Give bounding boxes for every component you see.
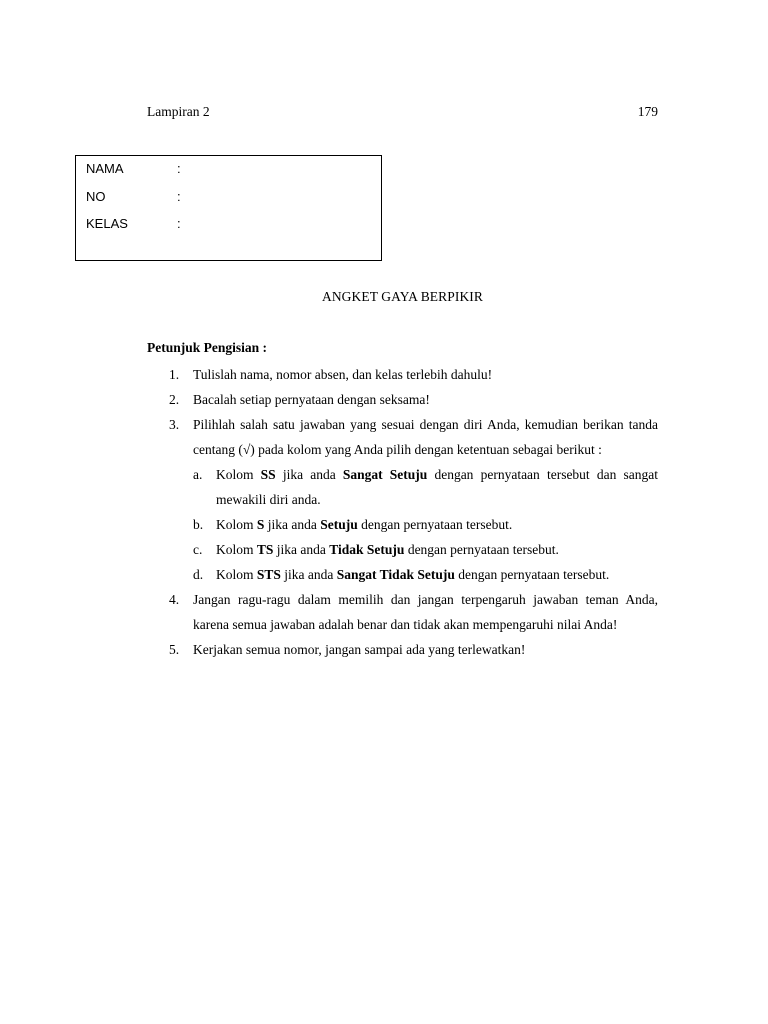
item-text: Bacalah setiap pernyataan dengan seksama!: [193, 392, 430, 407]
answer-code: SS: [260, 467, 276, 482]
item-number: 3.: [169, 417, 180, 432]
sub-text: Kolom: [216, 517, 257, 532]
sub-letter: d.: [193, 567, 204, 582]
item-number: 2.: [169, 392, 180, 407]
sub-text: jika anda: [275, 467, 343, 482]
sub-text: dengan pernyataan tersebut.: [357, 517, 513, 532]
id-label-no: NO: [86, 189, 106, 204]
instructions-heading: Petunjuk Pengisian :: [147, 340, 268, 355]
sub-text: jika anda: [280, 567, 337, 582]
id-label-kelas: KELAS: [86, 216, 128, 231]
answer-term: Sangat Tidak Setuju: [336, 567, 455, 582]
instruction-item: [147, 637, 658, 662]
questionnaire-title: ANGKET GAYA BERPIKIR: [321, 289, 484, 304]
id-label-nama: NAMA: [86, 161, 124, 176]
sub-text: Kolom: [216, 467, 261, 482]
item-number: 4.: [169, 592, 180, 607]
sub-text: dengan pernyataan tersebut.: [404, 542, 559, 557]
answer-term: Setuju: [320, 517, 358, 532]
sub-text: jika anda: [273, 542, 330, 557]
answer-term: Sangat Setuju: [342, 467, 428, 482]
id-row-kelas: [86, 215, 181, 233]
sub-letter: a.: [193, 467, 203, 482]
item-number: 5.: [169, 642, 180, 657]
sub-text: dengan pernyataan tersebut.: [454, 567, 610, 582]
sub-text: dengan pernyataan tersebut dan sangat mewakili diri anda.: [216, 467, 658, 507]
instruction-item: [147, 387, 658, 412]
id-separator: :: [177, 216, 181, 231]
answer-key-item-s: [193, 512, 658, 537]
item-text: Tulislah nama, nomor absen, dan kelas terlebih dahulu!: [193, 367, 493, 382]
item-text: Pilihlah salah satu jawaban yang sesuai dengan diri Anda, kemudian berikan tanda centang (√) pada kolom yang Anda pilih dengan ketentuan sebagai berikut :: [193, 417, 658, 457]
student-identity-box: [75, 155, 382, 261]
id-separator: :: [177, 189, 181, 204]
sub-letter: c.: [193, 542, 203, 557]
answer-code: STS: [256, 567, 281, 582]
sub-letter: b.: [193, 517, 204, 532]
instruction-item: [147, 587, 658, 637]
answer-key-item-sts: [193, 562, 658, 587]
id-row-no: [86, 188, 181, 206]
id-separator: :: [177, 161, 181, 176]
instruction-list: [147, 362, 658, 662]
instruction-item: [147, 412, 658, 587]
answer-key-list: [193, 462, 658, 587]
sub-text: Kolom: [216, 542, 257, 557]
answer-code: TS: [256, 542, 274, 557]
item-text: Jangan ragu-ragu dalam memilih dan jangan terpengaruh jawaban teman Anda, karena semua jawaban adalah benar dan tidak akan mempengaruhi nilai Anda!: [193, 592, 658, 632]
answer-key-item-ss: [193, 462, 658, 512]
item-text: Kerjakan semua nomor, jangan sampai ada yang terlewatkan!: [193, 642, 526, 657]
item-number: 1.: [169, 367, 180, 382]
appendix-label: Lampiran 2: [147, 104, 210, 119]
page-number: 179: [637, 104, 658, 119]
sub-text: jika anda: [264, 517, 321, 532]
answer-code: S: [256, 517, 265, 532]
id-row-nama: [86, 160, 181, 178]
instruction-item: [147, 362, 658, 387]
sub-text: Kolom: [216, 567, 257, 582]
answer-key-item-ts: [193, 537, 658, 562]
answer-term: Tidak Setuju: [329, 542, 405, 557]
